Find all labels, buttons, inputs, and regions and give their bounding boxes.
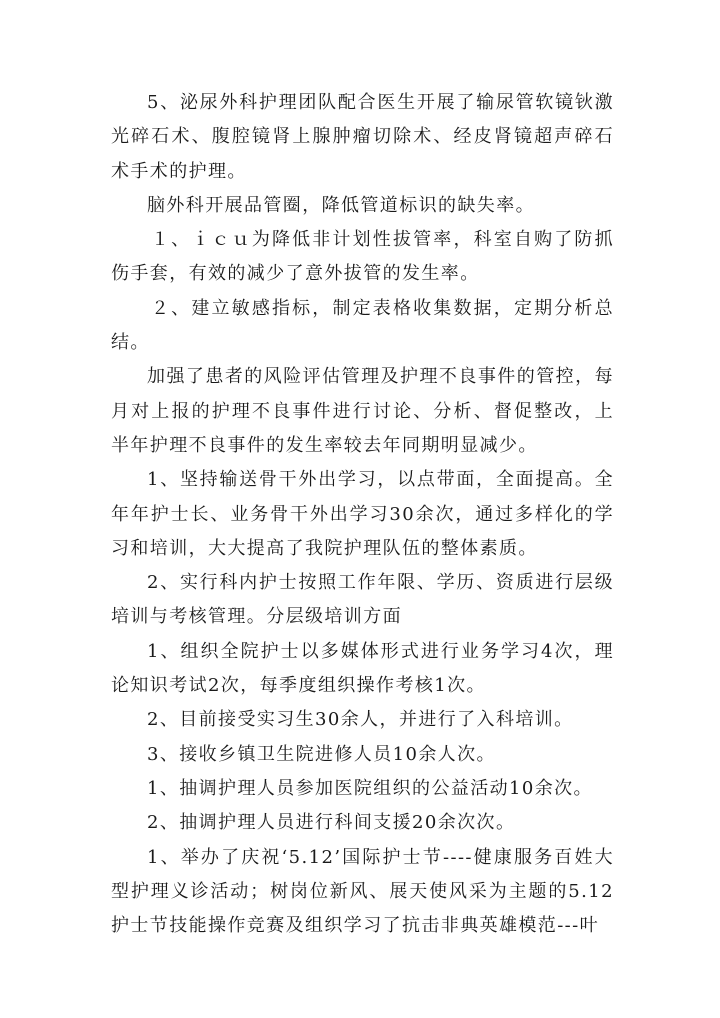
paragraph-risk-assessment: 加强了患者的风险评估管理及护理不良事件的管控，每月对上报的护理不良事件进行讨论、分析、督促整改，上半年护理不良事件的发生率较去年同期明显减少。 <box>111 366 614 456</box>
paragraph-inter-department-support: 2、抽调护理人员进行科间支援20余次次。 <box>147 812 516 834</box>
paragraph-sensitive-indicators: ２、建立敏感指标，制定表格收集数据，定期分析总结。 <box>111 297 614 354</box>
paragraph-neurosurgery-qcc: 脑外科开展品管圈，降低管道标识的缺失率。 <box>147 194 535 216</box>
paragraph-tiered-training: 2、实行科内护士按照工作年限、学历、资质进行层级培训与考核管理。分层级培训方面 <box>111 572 614 628</box>
paragraph-public-welfare: 1、抽调护理人员参加医院组织的公益活动10余次。 <box>147 777 593 799</box>
paragraph-nurses-day: 1、举办了庆祝‘5.12’国际护士节----健康服务百姓大型护理义诊活动；树岗位新风、展天使风采为主题的5.12护士节技能操作竞赛及组织学习了抗击非典英雄模范---叶 <box>111 846 614 937</box>
paragraph-urology-nursing: 5、泌尿外科护理团队配合医生开展了输尿管软镜钬激光碎石术、腹腔镜肾上腺肿瘤切除术、经皮肾镜超声碎石术手术的护理。 <box>111 92 614 182</box>
paragraph-icu-extubation: １、ｉｃｕ为降低非计划性拔管率，科室自购了防抓伤手套，有效的减少了意外拔管的发生率。 <box>111 229 614 285</box>
paragraph-multimedia-study: 1、组织全院护士以多媒体形式进行业务学习4次，理论知识考试2次，每季度组织操作考核1次。 <box>111 640 614 697</box>
paragraph-external-study: 1、坚持输送骨干外出学习，以点带面，全面提高。全年年护士长、业务骨干外出学习30余次，通过多样化的学习和培训，大大提高了我院护理队伍的整体素质。 <box>111 469 614 559</box>
paragraph-interns: 2、目前接受实习生30余人，并进行了入科培训。 <box>147 709 574 731</box>
paragraph-township-trainees: 3、接收乡镇卫生院进修人员10余人次。 <box>147 743 496 765</box>
document-body <box>111 86 614 943</box>
